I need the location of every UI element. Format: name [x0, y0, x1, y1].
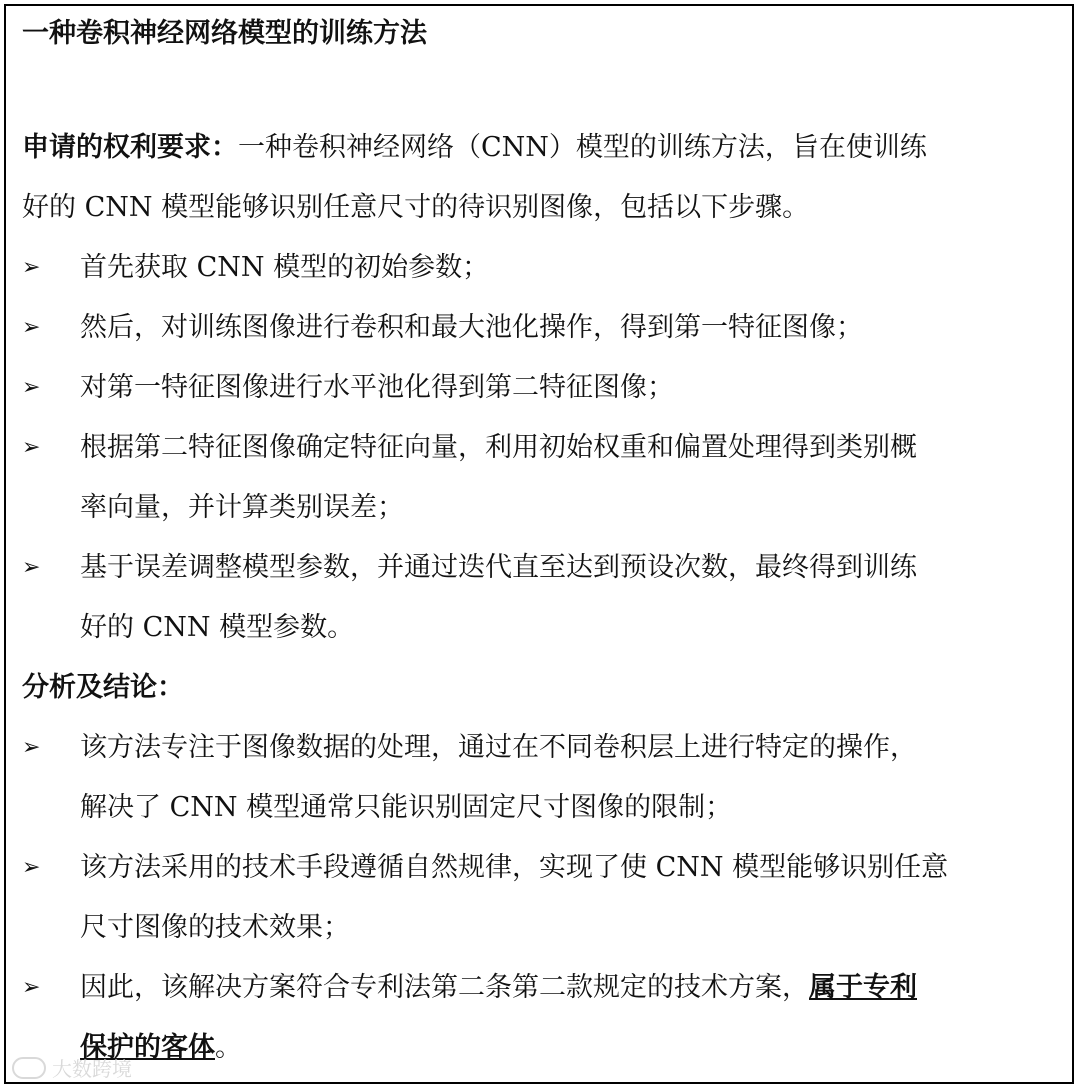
arrow-right-bullet-icon: ➢ [22, 375, 41, 400]
brand-logo-icon [12, 1057, 46, 1079]
arrow-right-bullet-icon: ➢ [22, 255, 41, 280]
claim-step-text-line-2: 率向量，并计算类别误差； [80, 492, 404, 523]
watermark [12, 1053, 132, 1082]
claim-step-text: 对第一特征图像进行水平池化得到第二特征图像； [80, 372, 674, 403]
arrow-right-bullet-icon: ➢ [22, 555, 41, 580]
arrow-right-bullet-icon: ➢ [22, 855, 41, 880]
document-page [4, 4, 1074, 1084]
claim-step-text-line-1: 基于误差调整模型参数，并通过迭代直至达到预设次数，最终得到训练 [80, 552, 917, 583]
analysis-point-text-line-1: 该方法专注于图像数据的处理，通过在不同卷积层上进行特定的操作， [80, 732, 917, 763]
document-title: 一种卷积神经网络模型的训练方法 [22, 18, 427, 49]
claim-intro-line-1 [22, 128, 927, 168]
claim-intro-text: 一种卷积神经网络（CNN）模型的训练方法，旨在使训练 [238, 132, 927, 163]
arrow-right-bullet-icon: ➢ [22, 315, 41, 340]
analysis-label: 分析及结论： [22, 672, 184, 703]
watermark-text: 大数跨境 [52, 1057, 132, 1081]
conclusion-period: 。 [215, 1032, 242, 1063]
claim-label: 申请的权利要求： [22, 132, 238, 163]
analysis-point-text-line-1: 该方法采用的技术手段遵循自然规律，实现了使 CNN 模型能够识别任意 [80, 852, 949, 883]
arrow-right-bullet-icon: ➢ [22, 435, 41, 460]
arrow-right-bullet-icon: ➢ [22, 975, 41, 1000]
analysis-point-text-line-2: 解决了 CNN 模型通常只能识别固定尺寸图像的限制； [80, 792, 733, 823]
analysis-point-text-line-2: 尺寸图像的技术效果； [80, 912, 350, 943]
claim-step-text-line-2: 好的 CNN 模型参数。 [80, 612, 355, 643]
analysis-point-text-line-1 [80, 958, 917, 1018]
arrow-right-bullet-icon: ➢ [22, 735, 41, 760]
conclusion-emphasis-continued: 保护的客体 [80, 1032, 215, 1063]
claim-step-text-line-1: 根据第二特征图像确定特征向量，利用初始权重和偏置处理得到类别概 [80, 432, 917, 463]
conclusion-emphasis: 属于专利 [809, 972, 917, 1003]
claim-intro-line-2: 好的 CNN 模型能够识别任意尺寸的待识别图像，包括以下步骤。 [22, 192, 810, 223]
claim-step-text: 首先获取 CNN 模型的初始参数； [80, 252, 490, 283]
conclusion-text: 因此，该解决方案符合专利法第二条第二款规定的技术方案， [80, 972, 809, 1003]
claim-step-text: 然后，对训练图像进行卷积和最大池化操作，得到第一特征图像； [80, 312, 863, 343]
